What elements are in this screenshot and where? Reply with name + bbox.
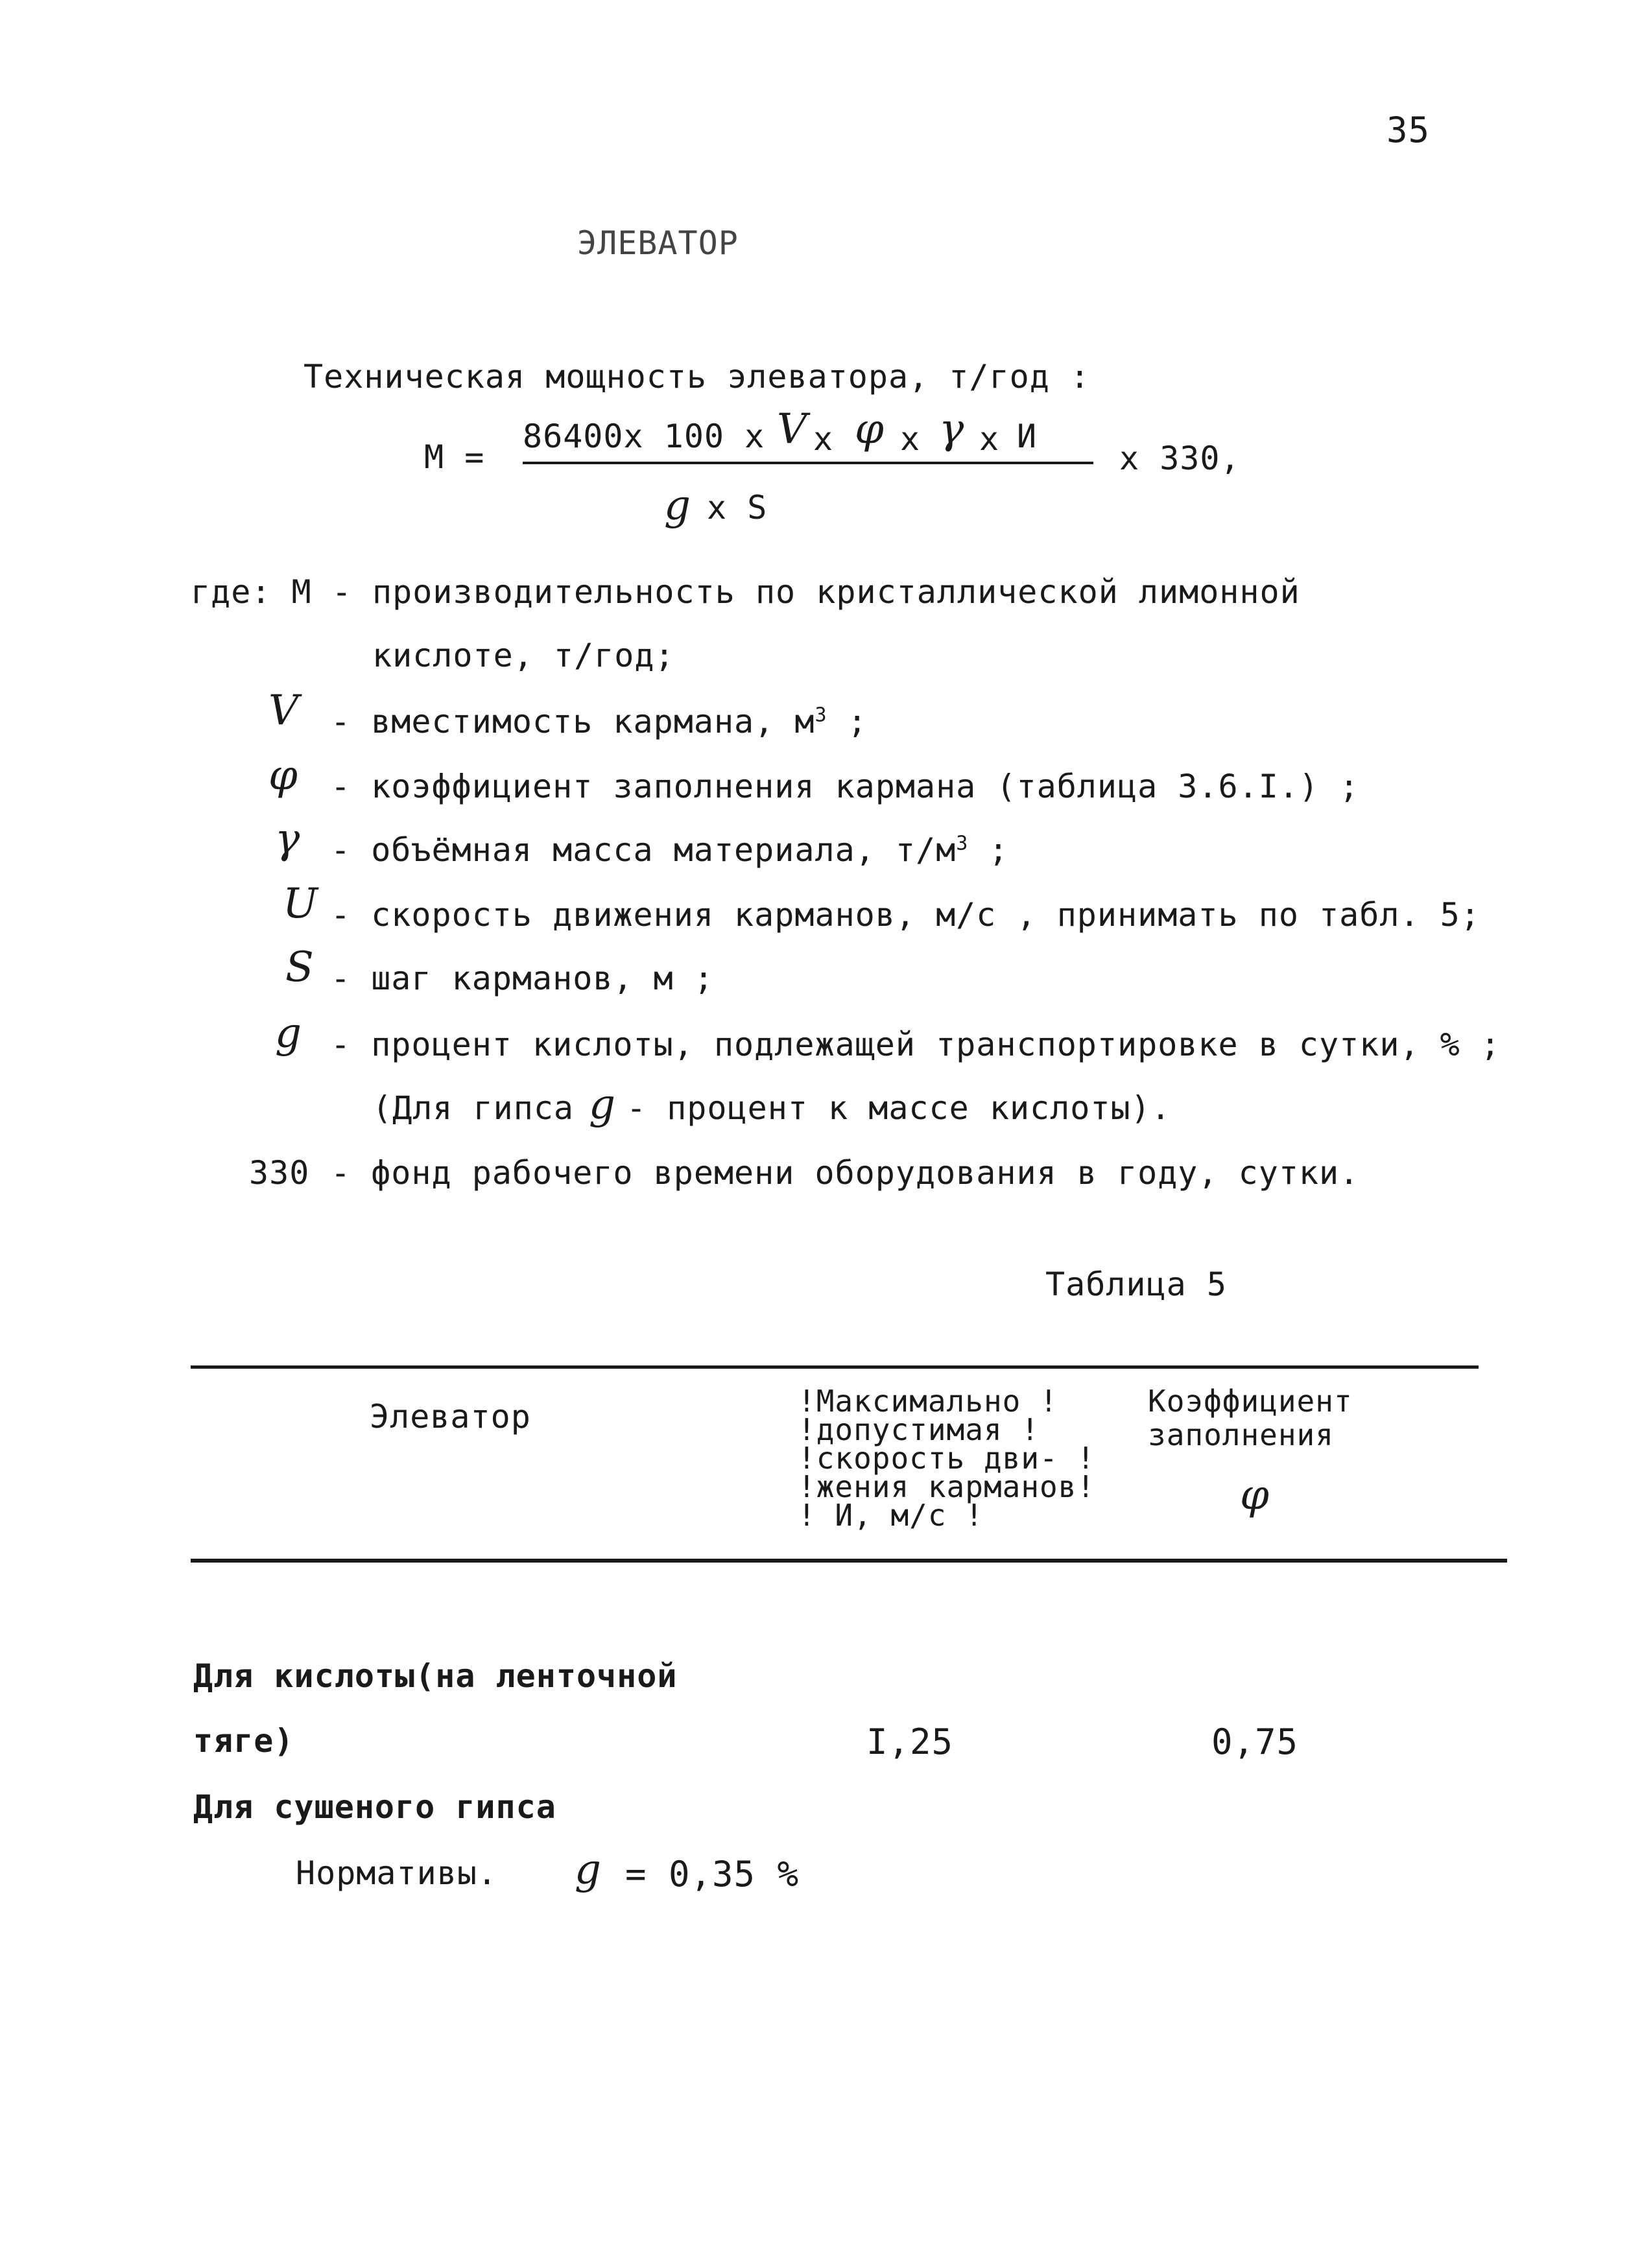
definition-gamma: - объёмная масса материала, $т/м^3$ ; (331, 831, 1009, 869)
table-top-rule (191, 1365, 1479, 1369)
table-caption: Таблица 5 (1045, 1266, 1227, 1303)
definition-g: - процент кислоты, подлежащей транспортировке в сутки, % ; (331, 1026, 1501, 1063)
intro-text: Техническая мощность элеватора, т/год : (303, 358, 1090, 396)
formula-den-rest: x S (707, 489, 768, 526)
definition-phi: - коэффициент заполнения кармана (таблица 3.6.I.) ; (331, 768, 1360, 805)
norms-value: = 0,35 % (625, 1854, 800, 1895)
formula-times-3: x (979, 420, 1000, 458)
table-header-phi-symbol: φ (1240, 1471, 1269, 1519)
definition-u: - скорость движения карманов, м/с , принимать по табл. 5; (331, 896, 1481, 934)
table-header-coef-line2: заполнения (1148, 1417, 1334, 1452)
symbol-u: U (283, 880, 318, 928)
formula-symbol-gamma: γ (939, 405, 964, 453)
page-number: 35 (1386, 110, 1431, 150)
symbol-330: 330 (249, 1154, 310, 1192)
table-header-speed: !Максимально ! !допустимая ! !скорость дви- ! !жения карманов! ! И, м/с ! (798, 1384, 1096, 1533)
symbol-v: V (268, 687, 299, 735)
row-acid-fill: 0,75 (1211, 1721, 1299, 1762)
formula-numerator-text: 86400x 100 x (523, 418, 765, 455)
symbol-s: S (285, 943, 314, 991)
definition-s: - шаг карманов, м ; (331, 960, 714, 997)
table-header-elevator: Элеватор (370, 1398, 531, 1435)
formula-den-g: g (664, 482, 691, 530)
definition-330: - фонд рабочего времени оборудования в году, сутки. (331, 1154, 1360, 1192)
formula-symbol-u: И (1017, 418, 1038, 455)
symbol-g-gypsum: g (589, 1081, 615, 1129)
row-gypsum-name: Для сушеного гипса (193, 1788, 556, 1826)
symbol-phi: φ (268, 751, 298, 799)
definition-m-line2: кислоте, т/год; (372, 637, 675, 674)
table-header-coef-line1: Коэффициент (1148, 1384, 1353, 1419)
norms-symbol-g: g (575, 1846, 601, 1894)
formula-lhs: М = (424, 438, 485, 476)
row-acid-name-line2: тяге) (193, 1722, 294, 1760)
row-acid-speed: I,25 (866, 1721, 954, 1762)
fraction-bar (523, 462, 1093, 464)
symbol-gamma: γ (275, 815, 300, 863)
definition-v: - вместимость кармана, $м^3$ ; (331, 703, 868, 740)
symbol-g: g (275, 1010, 302, 1057)
formula-times-1: x (813, 420, 834, 458)
formula-multiplier: x 330, (1119, 440, 1241, 477)
where-prefix: где: М - (191, 573, 352, 611)
row-acid-name-line1: Для кислоты(на ленточной (193, 1657, 678, 1695)
norms-label: Нормативы. (296, 1854, 498, 1892)
section-heading: ЭЛЕВАТОР (577, 224, 739, 262)
formula-times-2: x (900, 420, 921, 458)
definition-m-line1: производительность по кристаллической лимонной (372, 573, 1300, 611)
table-header-rule (191, 1559, 1507, 1563)
formula-symbol-v: V (777, 405, 807, 453)
formula-symbol-phi: φ (855, 405, 884, 453)
definition-gypsum-note-end: - процент к массе кислоты). (626, 1089, 1171, 1127)
definition-gypsum-note-start: (Для гипса (372, 1089, 575, 1127)
